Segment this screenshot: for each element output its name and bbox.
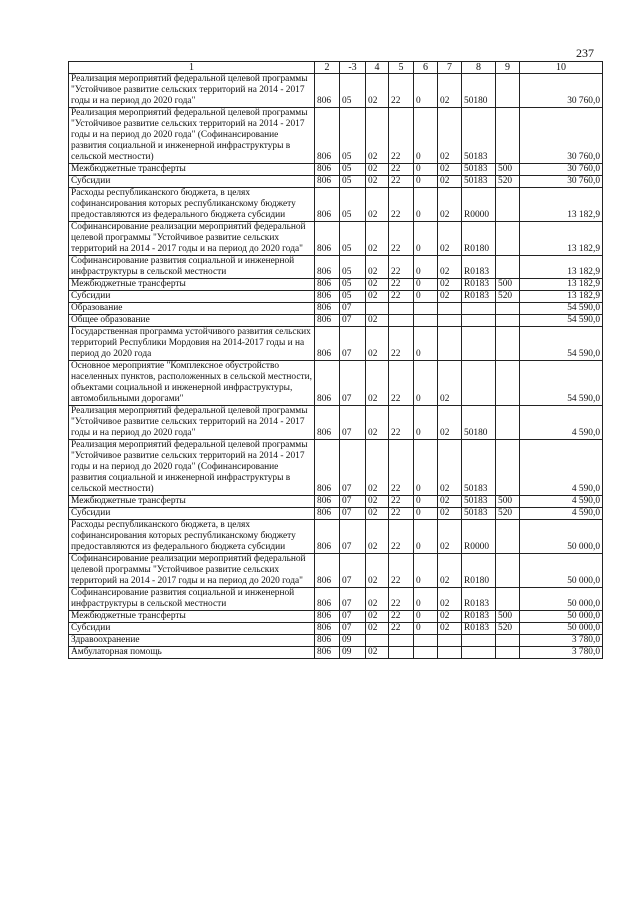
code-cell	[462, 315, 496, 327]
code-cell: 0	[414, 222, 438, 256]
code-cell: 09	[340, 647, 366, 659]
table-row	[69, 611, 603, 623]
code-cell: 50183	[462, 164, 496, 176]
code-cell	[462, 647, 496, 659]
code-cell	[414, 315, 438, 327]
code-cell	[389, 647, 414, 659]
code-cell: 05	[340, 279, 366, 291]
code-cell	[389, 635, 414, 647]
code-cell	[438, 647, 462, 659]
code-cell: 0	[414, 188, 438, 222]
row-name-cell: Общее образование	[69, 315, 315, 327]
code-cell: 806	[315, 303, 340, 315]
header-cell: -3	[340, 62, 366, 74]
code-cell: 02	[438, 164, 462, 176]
code-cell: 22	[389, 327, 414, 361]
code-cell: 22	[389, 496, 414, 508]
code-cell: 02	[366, 291, 389, 303]
code-cell: 806	[315, 508, 340, 520]
amount-cell: 3 780,0	[520, 647, 603, 659]
table-row	[69, 291, 603, 303]
code-cell: 806	[315, 291, 340, 303]
code-cell: 07	[340, 623, 366, 635]
code-cell	[438, 303, 462, 315]
row-name-cell: Расходы республиканского бюджета, в целях софинансирования которых республиканскому бюджету предоставляются из федерального бюджета субсидии	[69, 188, 315, 222]
code-cell: 806	[315, 108, 340, 164]
code-cell: 22	[389, 588, 414, 611]
code-cell: 02	[366, 108, 389, 164]
code-cell: 50183	[462, 176, 496, 188]
code-cell: 02	[438, 291, 462, 303]
code-cell: R0180	[462, 554, 496, 588]
code-cell	[496, 440, 520, 496]
code-cell: 806	[315, 74, 340, 108]
code-cell: 0	[414, 327, 438, 361]
code-cell: 22	[389, 440, 414, 496]
table-row	[69, 256, 603, 279]
header-cell: 8	[462, 62, 496, 74]
header-cell: 9	[496, 62, 520, 74]
table-row	[69, 176, 603, 188]
code-cell	[366, 303, 389, 315]
code-cell	[496, 588, 520, 611]
code-cell: 806	[315, 440, 340, 496]
code-cell: 0	[414, 520, 438, 554]
table-row	[69, 164, 603, 176]
table-row	[69, 647, 603, 659]
code-cell: 520	[496, 291, 520, 303]
table-row	[69, 74, 603, 108]
amount-cell: 30 760,0	[520, 176, 603, 188]
code-cell: 07	[340, 361, 366, 406]
code-cell: 806	[315, 361, 340, 406]
code-cell: 806	[315, 406, 340, 440]
budget-table	[68, 61, 603, 659]
code-cell	[438, 635, 462, 647]
code-cell: 0	[414, 108, 438, 164]
table-row	[69, 315, 603, 327]
code-cell: 0	[414, 440, 438, 496]
code-cell	[462, 635, 496, 647]
code-cell: 02	[438, 176, 462, 188]
code-cell	[414, 303, 438, 315]
code-cell: 02	[366, 279, 389, 291]
table-row	[69, 635, 603, 647]
code-cell: 07	[340, 315, 366, 327]
code-cell: 806	[315, 623, 340, 635]
row-name-cell: Межбюджетные трансферты	[69, 611, 315, 623]
row-name-cell: Софинансирование реализации мероприятий федеральной целевой программы "Устойчивое развитие сельских территорий на 2014 - 2017 годы и на период до 2020 года"	[69, 554, 315, 588]
code-cell: 02	[438, 108, 462, 164]
code-cell: 07	[340, 327, 366, 361]
page-number: 237	[576, 46, 594, 60]
code-cell: 02	[366, 176, 389, 188]
code-cell: 22	[389, 74, 414, 108]
code-cell: 50183	[462, 508, 496, 520]
code-cell: 02	[366, 508, 389, 520]
code-cell: 02	[438, 508, 462, 520]
code-cell: 07	[340, 520, 366, 554]
code-cell: 520	[496, 176, 520, 188]
code-cell: 07	[340, 588, 366, 611]
code-cell: 22	[389, 108, 414, 164]
code-cell: 50180	[462, 406, 496, 440]
row-name-cell: Государственная программа устойчивого развития сельских территорий Республики Мордовия на 2014-2017 годы и на период до 2020 года	[69, 327, 315, 361]
code-cell: 07	[340, 496, 366, 508]
amount-cell: 30 760,0	[520, 164, 603, 176]
code-cell: 02	[366, 647, 389, 659]
row-name-cell: Субсидии	[69, 176, 315, 188]
code-cell	[389, 315, 414, 327]
code-cell: 520	[496, 623, 520, 635]
code-cell	[414, 635, 438, 647]
code-cell: 50183	[462, 496, 496, 508]
code-cell: 806	[315, 496, 340, 508]
code-cell: R0183	[462, 256, 496, 279]
code-cell: 02	[366, 222, 389, 256]
table-row	[69, 108, 603, 164]
code-cell: 02	[438, 361, 462, 406]
code-cell: 806	[315, 222, 340, 256]
row-name-cell: Субсидии	[69, 623, 315, 635]
code-cell: 02	[366, 74, 389, 108]
code-cell: 0	[414, 291, 438, 303]
code-cell: R0183	[462, 291, 496, 303]
amount-cell: 13 182,9	[520, 256, 603, 279]
code-cell: 806	[315, 611, 340, 623]
header-cell: 2	[315, 62, 340, 74]
code-cell: 806	[315, 164, 340, 176]
code-cell: R0183	[462, 279, 496, 291]
code-cell: 02	[438, 74, 462, 108]
code-cell: 07	[340, 406, 366, 440]
amount-cell: 54 590,0	[520, 327, 603, 361]
code-cell: 05	[340, 291, 366, 303]
code-cell	[496, 303, 520, 315]
table-header-row	[69, 62, 603, 74]
code-cell: 500	[496, 164, 520, 176]
code-cell: 22	[389, 611, 414, 623]
amount-cell: 50 000,0	[520, 520, 603, 554]
code-cell: 02	[366, 496, 389, 508]
amount-cell: 54 590,0	[520, 361, 603, 406]
code-cell: 22	[389, 164, 414, 176]
code-cell	[462, 303, 496, 315]
code-cell: 0	[414, 508, 438, 520]
amount-cell: 50 000,0	[520, 623, 603, 635]
code-cell	[496, 406, 520, 440]
code-cell: 0	[414, 588, 438, 611]
code-cell: 0	[414, 176, 438, 188]
amount-cell: 4 590,0	[520, 406, 603, 440]
code-cell: 0	[414, 74, 438, 108]
code-cell: 0	[414, 164, 438, 176]
code-cell: 0	[414, 611, 438, 623]
code-cell: 02	[438, 554, 462, 588]
code-cell: 05	[340, 256, 366, 279]
code-cell: 0	[414, 406, 438, 440]
table-row	[69, 188, 603, 222]
code-cell: 22	[389, 256, 414, 279]
code-cell: 500	[496, 611, 520, 623]
code-cell: 50180	[462, 74, 496, 108]
code-cell	[462, 361, 496, 406]
code-cell: 02	[366, 406, 389, 440]
row-name-cell: Софинансирование развития социальной и инженерной инфраструктуры в сельской местности	[69, 588, 315, 611]
row-name-cell: Субсидии	[69, 508, 315, 520]
code-cell: R0183	[462, 623, 496, 635]
code-cell	[438, 327, 462, 361]
table-row	[69, 554, 603, 588]
code-cell	[496, 520, 520, 554]
code-cell	[496, 647, 520, 659]
code-cell: 02	[438, 520, 462, 554]
code-cell	[438, 315, 462, 327]
code-cell: 02	[366, 520, 389, 554]
code-cell: 02	[366, 554, 389, 588]
code-cell: R0000	[462, 188, 496, 222]
amount-cell: 30 760,0	[520, 74, 603, 108]
code-cell: 05	[340, 108, 366, 164]
row-name-cell: Межбюджетные трансферты	[69, 496, 315, 508]
amount-cell: 50 000,0	[520, 611, 603, 623]
code-cell: 02	[366, 361, 389, 406]
code-cell: 02	[366, 188, 389, 222]
code-cell: 806	[315, 176, 340, 188]
code-cell: 05	[340, 164, 366, 176]
code-cell: 500	[496, 279, 520, 291]
row-name-cell: Межбюджетные трансферты	[69, 164, 315, 176]
amount-cell: 4 590,0	[520, 440, 603, 496]
code-cell: 0	[414, 554, 438, 588]
code-cell: 22	[389, 176, 414, 188]
code-cell: 07	[340, 303, 366, 315]
code-cell	[496, 108, 520, 164]
code-cell: 02	[438, 279, 462, 291]
header-cell: 7	[438, 62, 462, 74]
code-cell: 806	[315, 647, 340, 659]
code-cell: 806	[315, 315, 340, 327]
code-cell: 02	[366, 315, 389, 327]
code-cell: 22	[389, 554, 414, 588]
code-cell	[496, 554, 520, 588]
code-cell: 02	[366, 623, 389, 635]
row-name-cell: Образование	[69, 303, 315, 315]
header-cell: 5	[389, 62, 414, 74]
code-cell: 22	[389, 623, 414, 635]
code-cell	[389, 303, 414, 315]
code-cell: 0	[414, 361, 438, 406]
row-name-cell: Расходы республиканского бюджета, в целях софинансирования которых республиканскому бюджету предоставляются из федерального бюджета субсидии	[69, 520, 315, 554]
code-cell: 806	[315, 588, 340, 611]
code-cell: 22	[389, 291, 414, 303]
code-cell: 806	[315, 554, 340, 588]
header-cell: 6	[414, 62, 438, 74]
code-cell: R0183	[462, 588, 496, 611]
table-row	[69, 440, 603, 496]
code-cell: 02	[366, 256, 389, 279]
table-row	[69, 361, 603, 406]
code-cell: 05	[340, 176, 366, 188]
code-cell: 806	[315, 635, 340, 647]
code-cell	[496, 361, 520, 406]
amount-cell: 13 182,9	[520, 279, 603, 291]
code-cell: 09	[340, 635, 366, 647]
amount-cell: 13 182,9	[520, 222, 603, 256]
header-cell: 10	[520, 62, 603, 74]
amount-cell: 3 780,0	[520, 635, 603, 647]
code-cell: 500	[496, 496, 520, 508]
table-row	[69, 496, 603, 508]
code-cell: 806	[315, 520, 340, 554]
table-row	[69, 406, 603, 440]
table-row	[69, 623, 603, 635]
amount-cell: 50 000,0	[520, 588, 603, 611]
code-cell: 0	[414, 623, 438, 635]
code-cell: 05	[340, 222, 366, 256]
amount-cell: 30 760,0	[520, 108, 603, 164]
row-name-cell: Амбулаторная помощь	[69, 647, 315, 659]
code-cell	[496, 327, 520, 361]
code-cell: 0	[414, 496, 438, 508]
code-cell: 07	[340, 611, 366, 623]
amount-cell: 4 590,0	[520, 508, 603, 520]
table-body	[69, 74, 603, 659]
code-cell: 07	[340, 554, 366, 588]
code-cell: 22	[389, 188, 414, 222]
amount-cell: 4 590,0	[520, 496, 603, 508]
code-cell: 02	[438, 256, 462, 279]
code-cell: 02	[438, 588, 462, 611]
code-cell: 806	[315, 256, 340, 279]
code-cell: 22	[389, 406, 414, 440]
code-cell: 02	[438, 623, 462, 635]
table-row	[69, 520, 603, 554]
code-cell: 02	[366, 327, 389, 361]
code-cell: 806	[315, 327, 340, 361]
table-row	[69, 279, 603, 291]
code-cell: 02	[366, 611, 389, 623]
code-cell: 806	[315, 188, 340, 222]
code-cell	[496, 635, 520, 647]
code-cell: 02	[438, 440, 462, 496]
code-cell: 02	[366, 164, 389, 176]
row-name-cell: Здравоохранение	[69, 635, 315, 647]
header-cell: 4	[366, 62, 389, 74]
code-cell: 05	[340, 188, 366, 222]
code-cell: 22	[389, 361, 414, 406]
code-cell: 02	[366, 440, 389, 496]
code-cell	[414, 647, 438, 659]
code-cell	[366, 635, 389, 647]
code-cell: 02	[438, 496, 462, 508]
amount-cell: 54 590,0	[520, 315, 603, 327]
row-name-cell: Реализация мероприятий федеральной целевой программы "Устойчивое развитие сельских территорий на 2014 - 2017 годы и на период до 2020 года"	[69, 74, 315, 108]
code-cell: 22	[389, 222, 414, 256]
code-cell: 02	[438, 611, 462, 623]
code-cell: 07	[340, 508, 366, 520]
code-cell: 05	[340, 74, 366, 108]
code-cell: R0183	[462, 611, 496, 623]
row-name-cell: Межбюджетные трансферты	[69, 279, 315, 291]
code-cell: 0	[414, 279, 438, 291]
row-name-cell: Субсидии	[69, 291, 315, 303]
code-cell: 0	[414, 256, 438, 279]
table-row	[69, 327, 603, 361]
code-cell: 02	[438, 406, 462, 440]
code-cell	[496, 256, 520, 279]
code-cell: 02	[366, 588, 389, 611]
code-cell: 50183	[462, 108, 496, 164]
amount-cell: 13 182,9	[520, 291, 603, 303]
code-cell: 520	[496, 508, 520, 520]
row-name-cell: Реализация мероприятий федеральной целевой программы "Устойчивое развитие сельских территорий на 2014 - 2017 годы и на период до 2020 года"	[69, 406, 315, 440]
code-cell: R0180	[462, 222, 496, 256]
code-cell: 50183	[462, 440, 496, 496]
row-name-cell: Реализация мероприятий федеральной целевой программы "Устойчивое развитие сельских территорий на 2014 - 2017 годы и на период до 2020 года" (Софинансирование развития социальной и инженерной инфраструктуры в сельской местности)	[69, 108, 315, 164]
amount-cell: 54 590,0	[520, 303, 603, 315]
code-cell: 22	[389, 508, 414, 520]
code-cell: R0000	[462, 520, 496, 554]
table-row	[69, 303, 603, 315]
table-row	[69, 588, 603, 611]
amount-cell: 50 000,0	[520, 554, 603, 588]
header-cell: 1	[69, 62, 315, 74]
code-cell	[496, 188, 520, 222]
row-name-cell: Реализация мероприятий федеральной целевой программы "Устойчивое развитие сельских территорий на 2014 - 2017 годы и на период до 2020 года" (Софинансирование развития социальной и инженерной инфраструктуры в сельской местности)	[69, 440, 315, 496]
code-cell: 02	[438, 222, 462, 256]
code-cell	[462, 327, 496, 361]
code-cell: 806	[315, 279, 340, 291]
table-row	[69, 508, 603, 520]
code-cell: 22	[389, 520, 414, 554]
code-cell: 02	[438, 188, 462, 222]
table-row	[69, 222, 603, 256]
amount-cell: 13 182,9	[520, 188, 603, 222]
code-cell	[496, 74, 520, 108]
code-cell	[496, 315, 520, 327]
code-cell: 22	[389, 279, 414, 291]
row-name-cell: Софинансирование реализации мероприятий федеральной целевой программы "Устойчивое развитие сельских территорий на 2014 - 2017 годы и на период до 2020 года"	[69, 222, 315, 256]
row-name-cell: Софинансирование развития социальной и инженерной инфраструктуры в сельской местности	[69, 256, 315, 279]
code-cell: 07	[340, 440, 366, 496]
code-cell	[496, 222, 520, 256]
row-name-cell: Основное мероприятие "Комплексное обустройство населенных пунктов, расположенных в сельской местности, объектами социальной и инженерной инфраструктуры, автомобильными дорогами"	[69, 361, 315, 406]
